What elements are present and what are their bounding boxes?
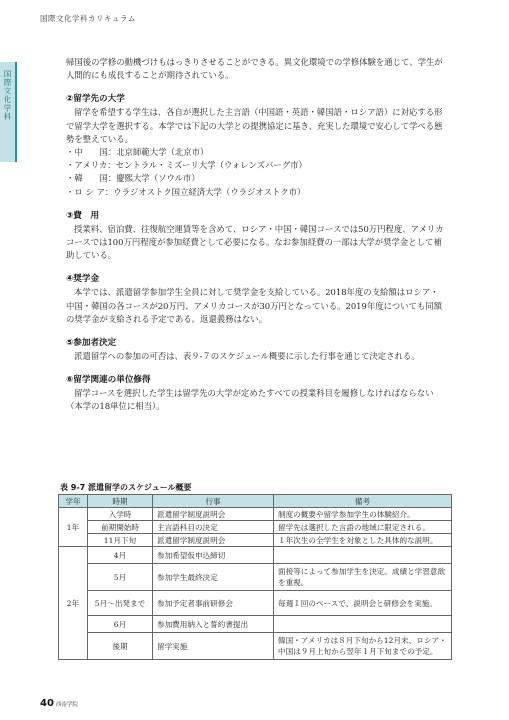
time-cell: 後期 (88, 633, 153, 660)
header-year: 学年 (59, 495, 88, 508)
note-cell: 制度の概要や留学参加学生の体験紹介。 (274, 508, 452, 521)
table-row (59, 591, 452, 616)
section-body: 留学を希望する学生は、各自が選択した主言語（中国語・英語・韓国語・ロシア語）に対応する形で留学大学を選択する。本学では下記の大学との提携協定に基き、充実した環境で安心して学べる態勢を整えている。 (66, 107, 443, 144)
event-cell: 参加予定者事前研修会 (153, 591, 274, 616)
table-header-row (59, 495, 452, 508)
event-cell: 主言語科目の決定 (153, 521, 274, 534)
note-cell: 韓国・アメリカは８月下旬から12月末、ロシア・中国は９月上旬から翌年１月下旬までの予定。 (274, 633, 452, 660)
section-costs (66, 210, 446, 263)
section-body: 授業料、宿泊費、往復航空運賃等を含めて、ロシア・中国・韓国コースでは50万円程度、アメリカコースでは100万円程度が参加経費として必要になる。なお参加経費の一部は大学が奨学金として補助している。 (66, 223, 444, 261)
section-credits (66, 374, 446, 413)
page-footer (40, 691, 78, 710)
table-row (59, 616, 452, 633)
time-cell: 5月 (88, 564, 153, 591)
event-cell: 派遣留学制度説明会 (153, 508, 274, 521)
time-cell: 入学時 (88, 508, 153, 521)
event-cell: 留学実施 (153, 633, 274, 660)
year-cell: 1年 (59, 508, 88, 547)
side-tab (0, 62, 17, 162)
table-row (59, 547, 452, 564)
table-row (59, 521, 452, 534)
footer-publisher: 西南学院 (55, 702, 78, 708)
side-tab-label: 国際文化学科 (3, 70, 12, 121)
header-event: 行事 (153, 495, 274, 508)
section-scholarship (66, 273, 446, 326)
section-heading: ⑤参加者決定 (66, 338, 117, 349)
time-cell: 4月 (88, 547, 153, 564)
event-cell: 参加費用納入と誓約書提出 (153, 616, 274, 633)
time-cell: 前期開始時 (88, 521, 153, 534)
header-time: 時期 (88, 495, 153, 508)
section-heading: ②留学先の大学 (66, 94, 125, 105)
section-heading: ④奨学金 (66, 274, 100, 285)
note-cell (274, 616, 452, 633)
list-item: ・中 国：北京師範大学（北京市） (66, 147, 209, 158)
body-text (66, 56, 446, 414)
time-cell: 11月下旬 (88, 534, 153, 547)
table-row (59, 564, 452, 591)
event-cell: 参加学生最終決定 (153, 564, 274, 591)
table-row (59, 508, 452, 521)
time-cell: 6月 (88, 616, 153, 633)
note-cell: 毎週１回のペースで、説明会と研修会を実施。 (274, 591, 452, 616)
header-note: 備考 (274, 495, 452, 508)
event-cell: 派遣留学制度説明会 (153, 534, 274, 547)
table-row (59, 534, 452, 547)
section-host-universities (66, 93, 446, 198)
year-cell: 2年 (59, 547, 88, 660)
intro-paragraph: 帰国後の学修の動機づけもはっきりさせることができる。異文化環境での学修体験を通じて、学生が人間的にも成長することが期待されている。 (66, 57, 443, 81)
note-cell (274, 547, 452, 564)
schedule-table (58, 494, 452, 660)
running-header: 国際文化学科カリキュラム (40, 14, 136, 23)
table-row (59, 633, 452, 660)
list-item: ・ロ シ ア：ウラジオストク国立経済大学（ウラジオストク市） (66, 186, 306, 197)
section-selection (66, 337, 446, 363)
list-item: ・アメリカ：セントラル・ミズーリ大学（ウォレンズバーグ市） (66, 160, 307, 171)
university-list (66, 146, 446, 199)
event-cell: 参加希望仮申込締切 (153, 547, 274, 564)
section-heading: ⑥留学関連の単位修得 (66, 375, 151, 386)
time-cell: 5月～出発まで (88, 591, 153, 616)
note-cell: 留学先は選択した言語の地域に限定される。 (274, 521, 452, 534)
section-body: 派遣留学への参加の可否は、表９-７のスケジュール概要に示した行事を通じて決定される。 (73, 351, 420, 362)
note-cell: 面接等によって参加学生を決定。成績と学習意欲を重視。 (274, 564, 452, 591)
note-cell: １年次生の全学生を対象とした具体的な説明。 (274, 534, 452, 547)
page-number: 40 (40, 698, 54, 709)
list-item: ・韓 国：慶熙大学（ソウル市） (66, 173, 200, 184)
table-caption: 表 9-7 派遣留学のスケジュール概要 (60, 483, 192, 492)
section-body: 留学コースを選択した学生は留学先の大学が定めたすべての授業科目を履修しなければならない（本学の18単位に相当）。 (66, 388, 434, 412)
section-heading: ③費 用 (66, 210, 100, 221)
section-body: 本学では、派遣留学参加学生全員に対して奨学金を支給している。2018年度の支給額はロシア・中国・韓国の各コースが20万円、アメリカコースが30万円となっている。2019年度についても同額の奨学金が支給される予定である。返還義務はない。 (66, 287, 443, 324)
